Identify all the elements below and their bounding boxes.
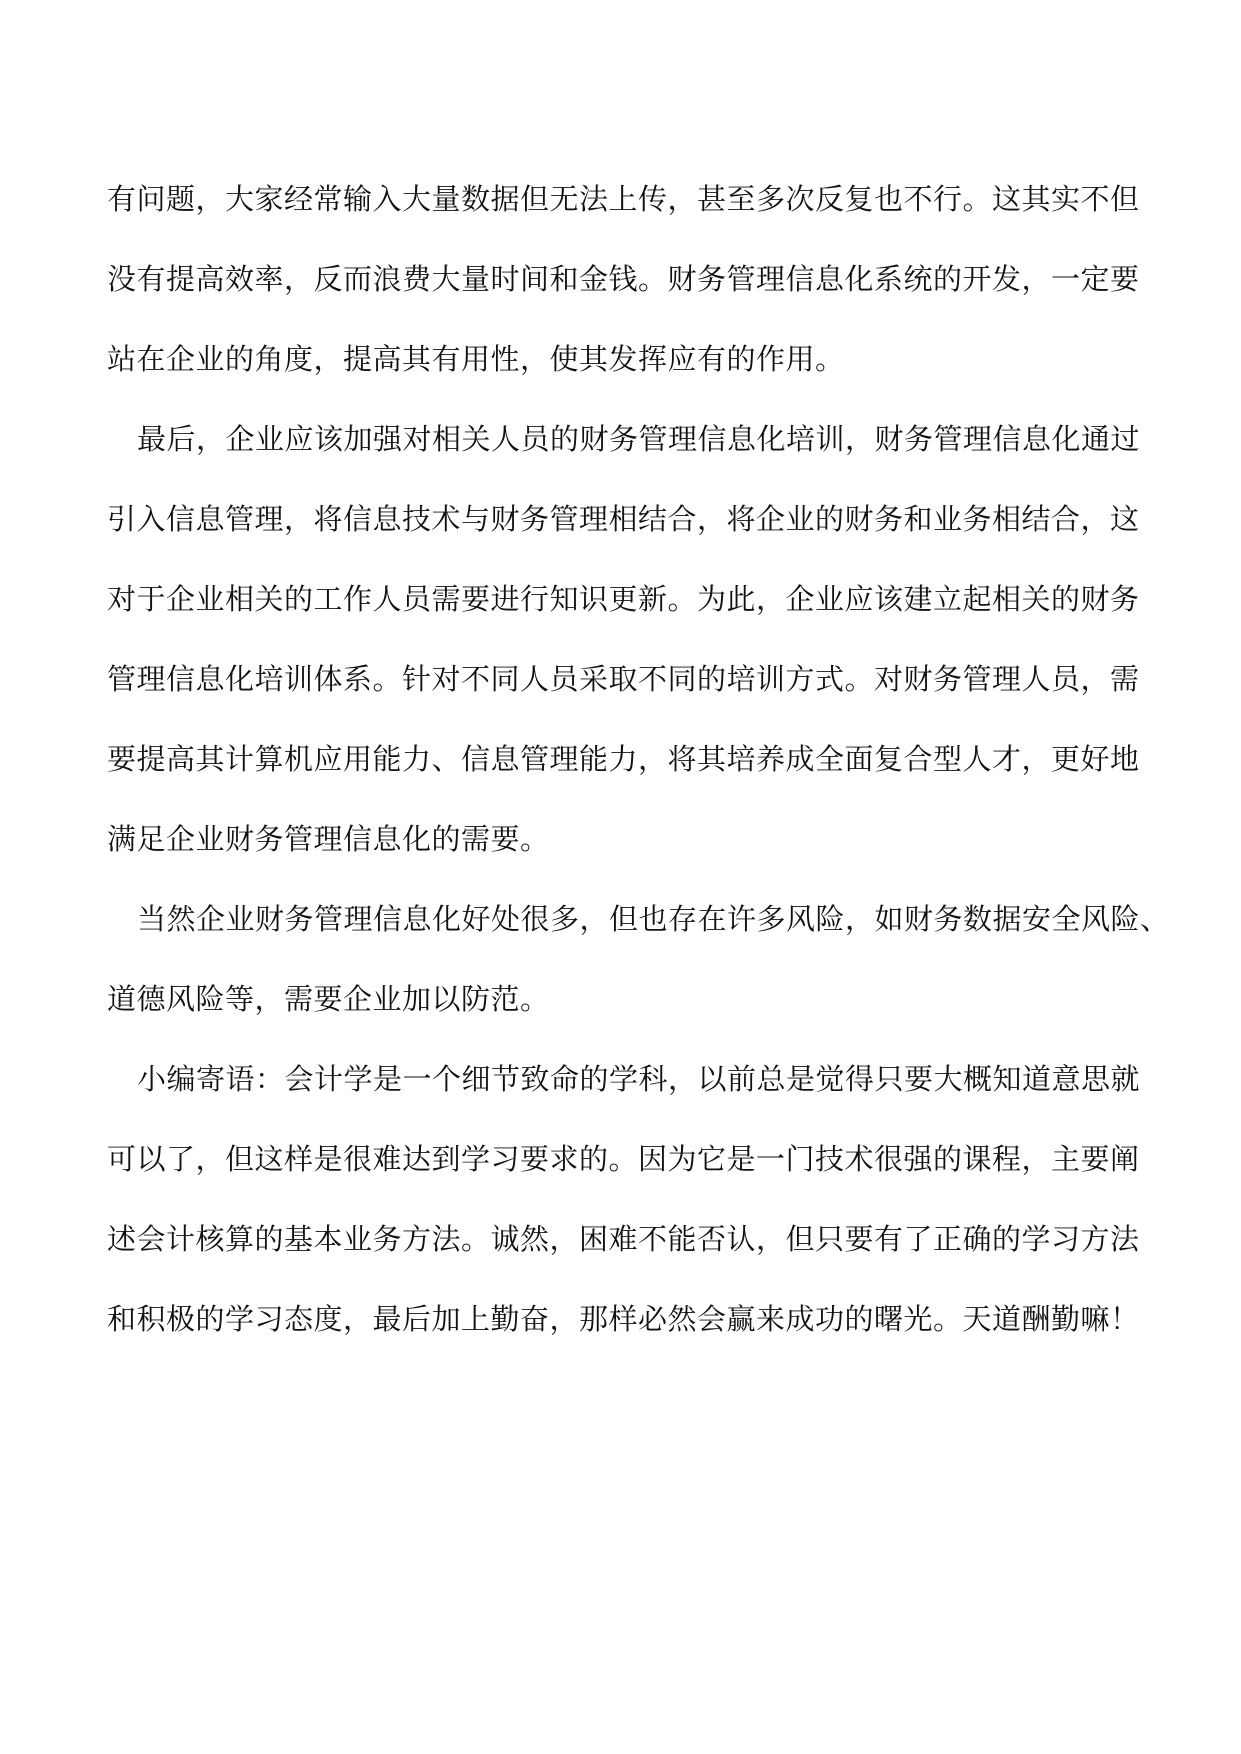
text-line: 有问题，大家经常输入大量数据但无法上传，甚至多次反复也不行。这其实不但 bbox=[107, 182, 1140, 216]
text-line: 道德风险等，需要企业加以防范。 bbox=[107, 982, 550, 1016]
paragraph-4 bbox=[107, 1039, 1141, 1359]
text-line: 管理信息化培训体系。针对不同人员采取不同的培训方式。对财务管理人员，需 bbox=[107, 662, 1140, 696]
text-line: 没有提高效率，反而浪费大量时间和金钱。财务管理信息化系统的开发，一定要 bbox=[107, 262, 1140, 296]
text-line: 满足企业财务管理信息化的需要。 bbox=[107, 822, 550, 856]
text-line: 要提高其计算机应用能力、信息管理能力，将其培养成全面复合型人才，更好地 bbox=[107, 742, 1140, 776]
text-line: 对于企业相关的工作人员需要进行知识更新。为此，企业应该建立起相关的财务 bbox=[107, 582, 1140, 616]
text-line: 站在企业的角度，提高其有用性，使其发挥应有的作用。 bbox=[107, 342, 845, 376]
text-line: 和积极的学习态度，最后加上勤奋，那样必然会赢来成功的曙光。天道酬勤嘛！ bbox=[107, 1302, 1140, 1336]
text-line: 述会计核算的基本业务方法。诚然，困难不能否认，但只要有了正确的学习方法 bbox=[107, 1222, 1140, 1256]
document-body bbox=[107, 159, 1170, 1359]
text-line: 引入信息管理，将信息技术与财务管理相结合，将企业的财务和业务相结合，这 bbox=[107, 502, 1140, 536]
paragraph-3 bbox=[107, 879, 1170, 1039]
text-line: 小编寄语：会计学是一个细节致命的学科，以前总是觉得只要大概知道意思就 bbox=[137, 1062, 1141, 1096]
text-line: 最后，企业应该加强对相关人员的财务管理信息化培训，财务管理信息化通过 bbox=[137, 422, 1141, 456]
text-line: 当然企业财务管理信息化好处很多，但也存在许多风险，如财务数据安全风险、 bbox=[137, 902, 1170, 936]
text-line: 可以了，但这样是很难达到学习要求的。因为它是一门技术很强的课程，主要阐 bbox=[107, 1142, 1140, 1176]
paragraph-2 bbox=[107, 399, 1141, 879]
paragraph-1 bbox=[107, 159, 1140, 399]
